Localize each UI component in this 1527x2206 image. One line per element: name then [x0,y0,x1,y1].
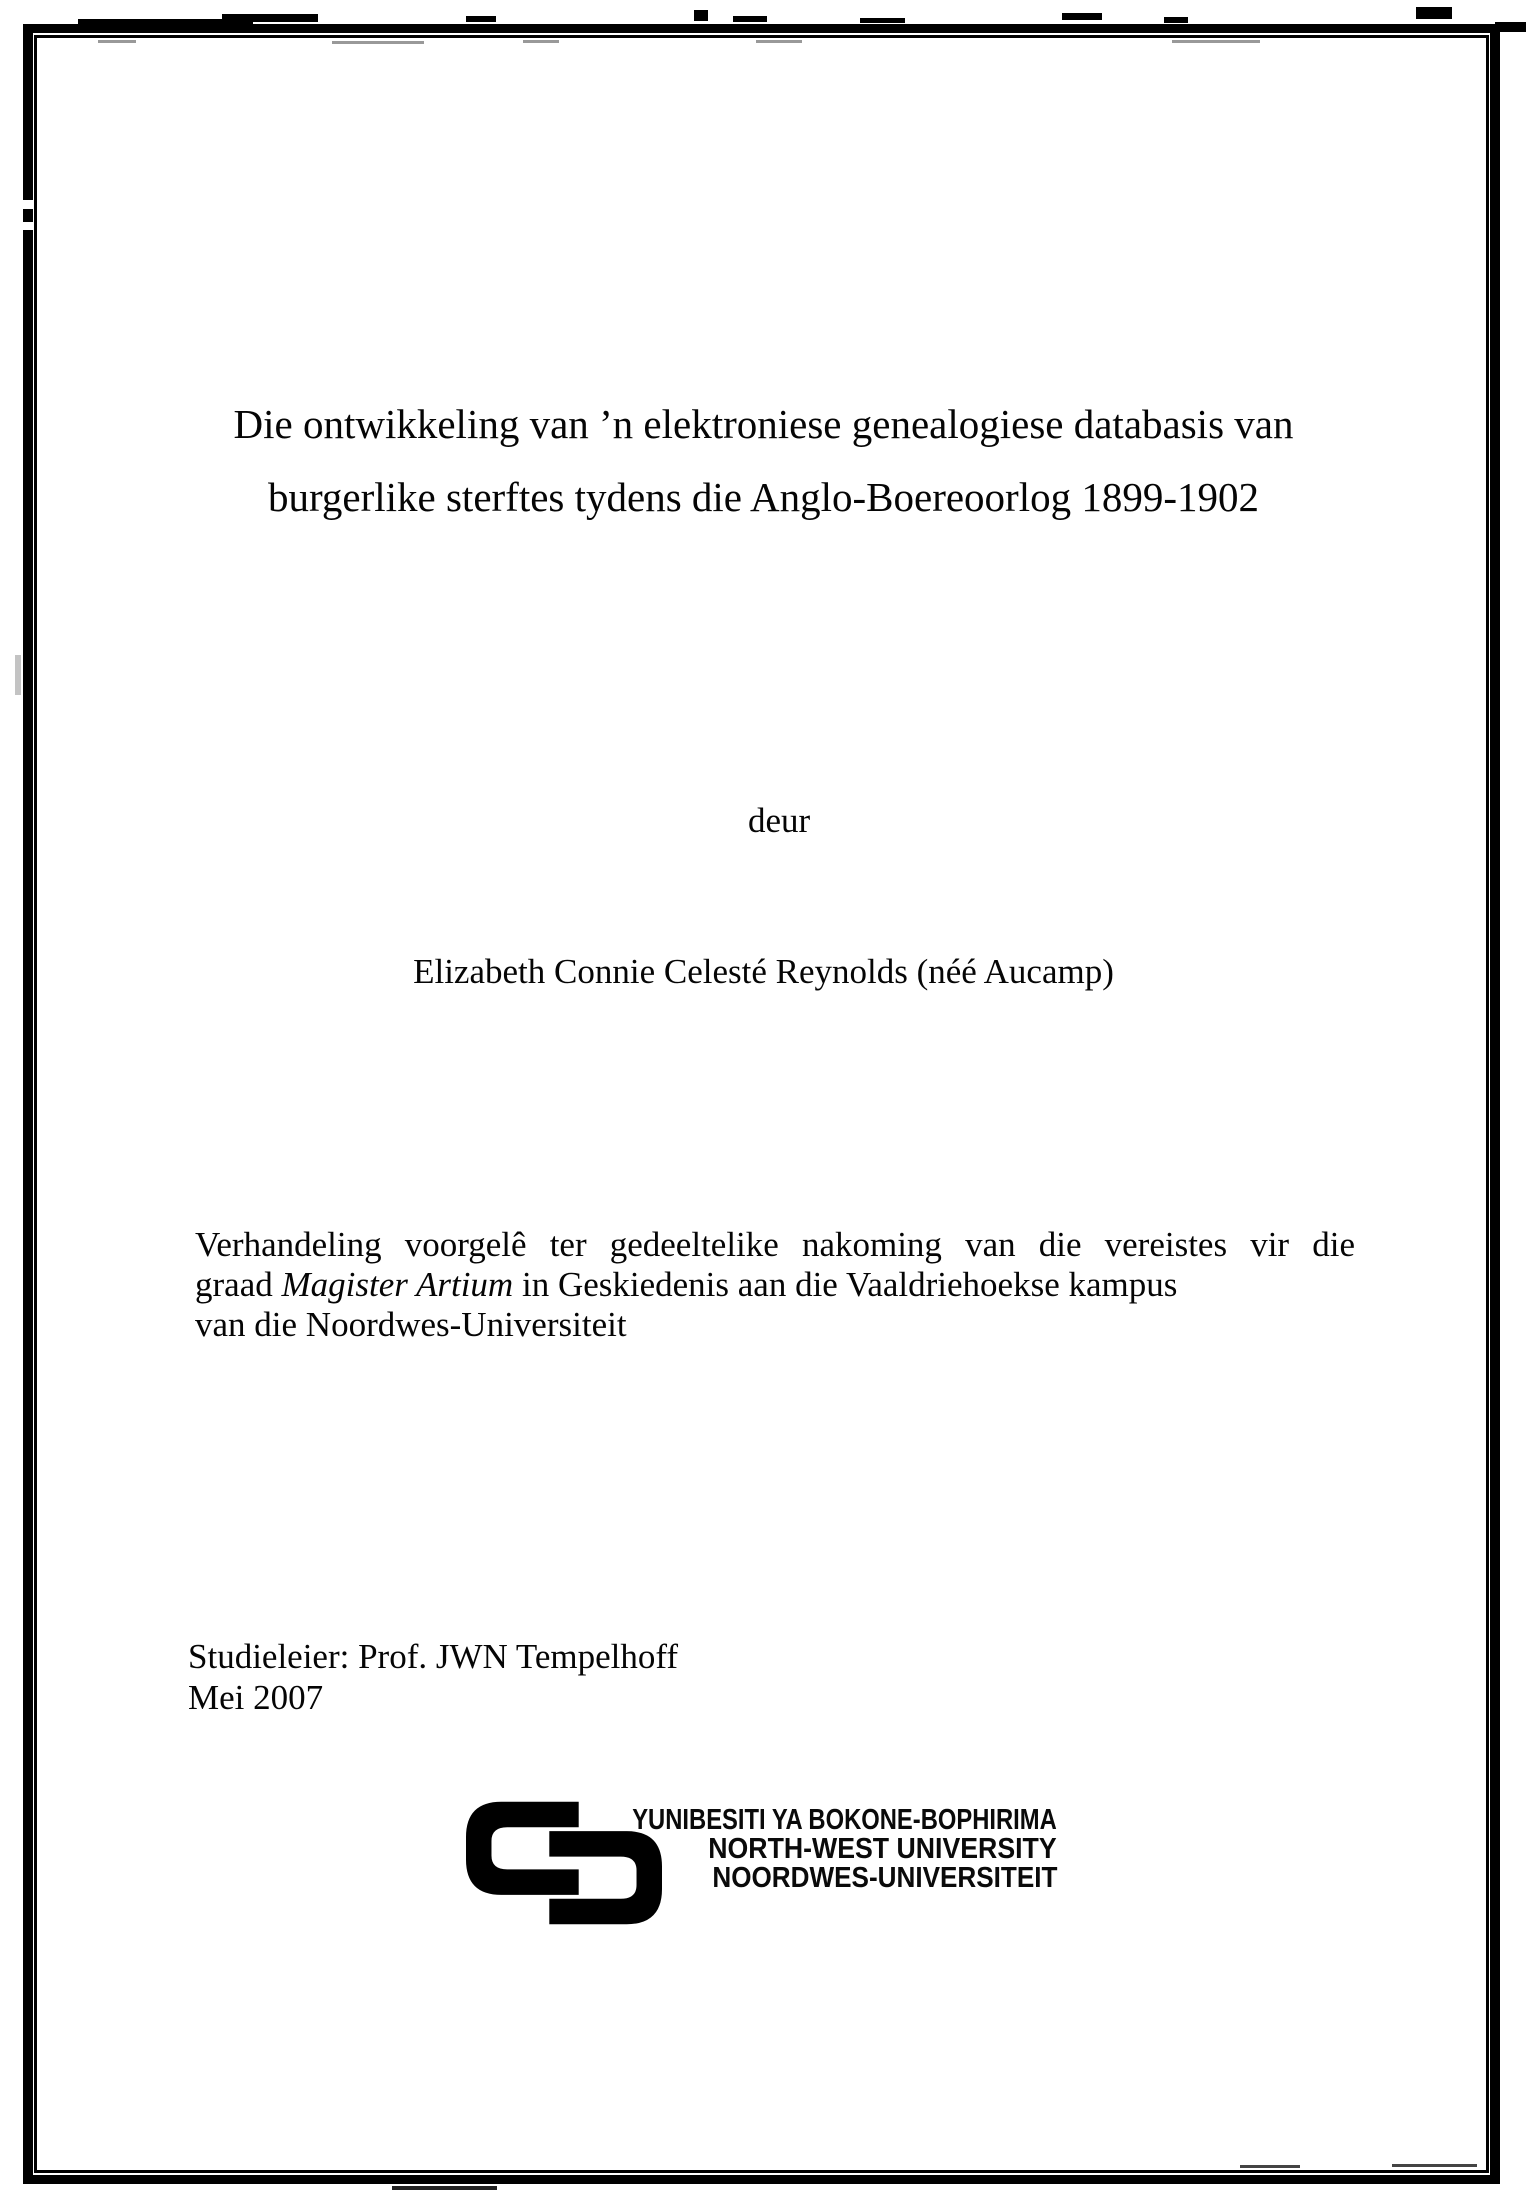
thesis-title-line2: burgerlike sterftes tydens die Anglo-Boereoorlog 1899-1902 [267,474,1259,520]
scan-noise-speck [15,655,21,695]
scan-noise-speck [466,16,496,22]
author-name: Elizabeth Connie Celesté Reynolds (néé Aucamp) [413,952,1114,991]
scan-noise-speck [1062,13,1102,20]
thesis-title [60,388,1467,534]
scan-noise-speck [860,18,905,23]
thesis-statement [195,1225,1355,1345]
scan-noise-speck [222,14,318,22]
scan-noise-speck [23,222,33,230]
statement-line2-prefix: graad [195,1265,282,1304]
supervisor-block [188,1636,678,1718]
logo-line-setswana: YUNIBESITI YA BOKONE-BOPHIRIMA [632,1804,1057,1836]
thesis-statement-line3: van die Noordwes-Universiteit [195,1305,627,1344]
thesis-statement-line1: Verhandeling voorgelê ter gedeeltelike nakoming van die vereistes vir die [195,1225,1355,1264]
scan-noise-speck [694,10,708,21]
thesis-title-line1: Die ontwikkeling van ’n elektroniese genealogiese databasis van [233,401,1294,447]
supervisor-line: Studieleier: Prof. JWN Tempelhoff [188,1637,679,1676]
scan-noise-speck [1164,17,1188,23]
scan-noise-speck [23,200,33,209]
degree-name-italic: Magister Artium [281,1265,514,1304]
logo-line-afrikaans: NOORDWES-UNIVERSITEIT [711,1862,1057,1894]
date-line: Mei 2007 [188,1678,324,1717]
statement-line2-suffix: in Geskiedenis aan die Vaaldriehoekse kampus [513,1265,1178,1304]
scan-noise-speck [733,16,767,22]
scan-noise-speck [392,2186,497,2190]
byline: deur [748,801,811,840]
nwu-logo-text [539,1806,1057,1893]
logo-line-english: NORTH-WEST UNIVERSITY [708,1833,1057,1865]
scan-noise-speck [1416,7,1452,19]
thesis-statement-line2 [195,1265,1355,1305]
